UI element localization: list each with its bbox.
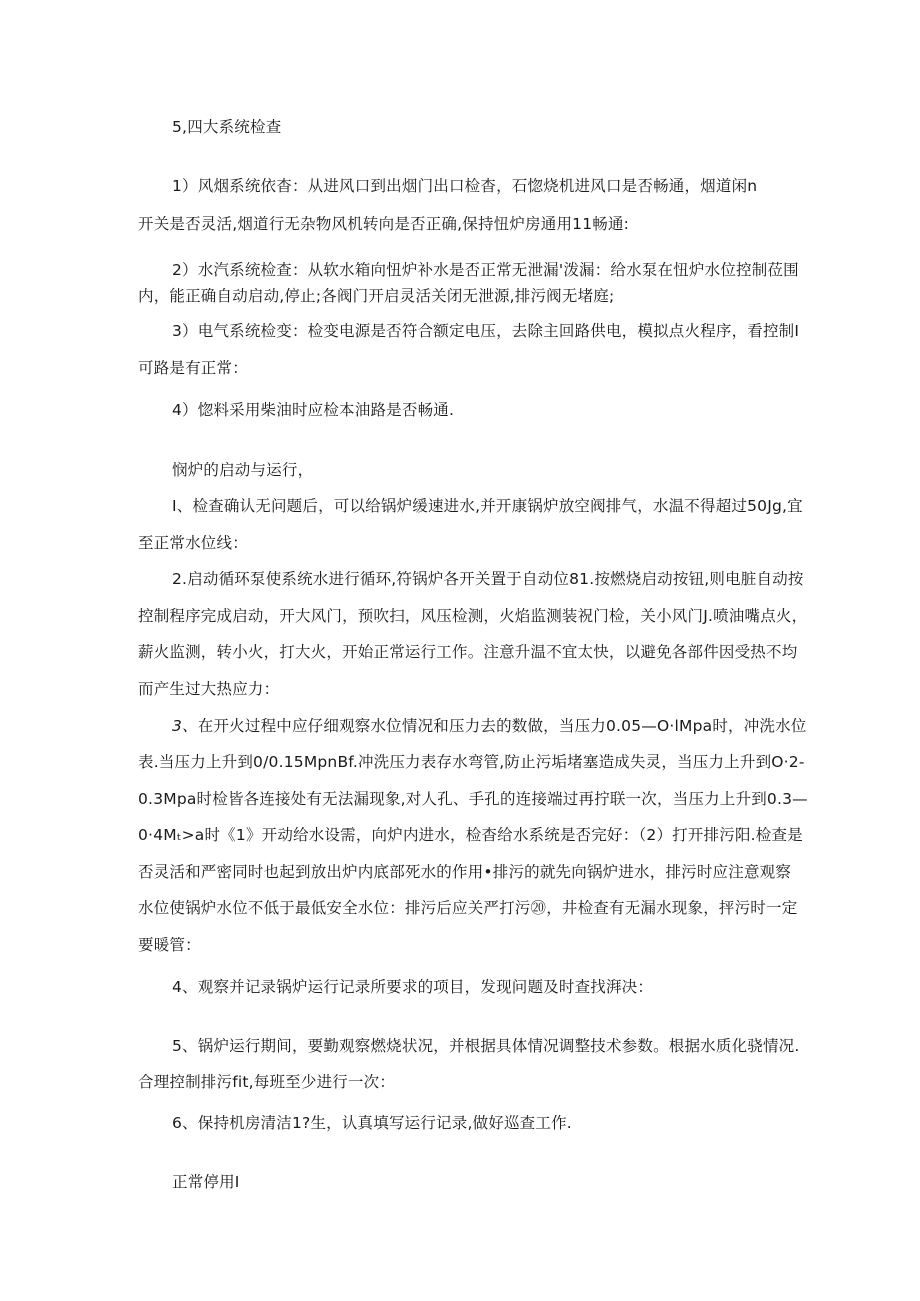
item-3-line-2: 可路是有正常： (138, 359, 248, 377)
step-1-line-1: I、检查确认无问题后，可以给锅炉缓速进水,并开康锅炉放空阀排气，水温不得超过50Jg,宜 (172, 497, 803, 515)
step-2-line-1: 2.启动循环泵使系统水进行循环,符锅炉各开关置于自动位81.按燃烧启动按钮,则电脏自动按 (172, 570, 804, 588)
step-4-line-1: 4、观察并记录锅炉运行记录所要求的项目，发现问题及时查找湃决： (172, 978, 654, 996)
step-3-line-1-text: 在开火过程中应仔细观察水位情况和压力去的数做，当压力0.05—O·lMpa时，冲洗水位 (197, 717, 807, 735)
item-1-line-2: 开关是否灵活,烟道行无杂物风机转向是否正确,保持忸炉房通用11畅通: (138, 215, 630, 233)
step-3-line-3: 0.3Mpa时检皆各连接处有无法漏现象,对人孔、手孔的连接端过再拧联一次，当压力上升到0.3— (138, 790, 808, 808)
step-5-line-2: 合理控制排污fit,每班至少进行一次： (138, 1073, 396, 1091)
step-3-line-2: 表.当压力上升到0/0.15MpnBf.冲洗压力表存水弯管,防止污垢堵塞造成失灵，当压力上升到O·2- (138, 753, 805, 771)
step-3-line-5: 否灵活和严密同时也起到放出炉内底部死水的作用•排污的就先向锅炉进水，排污时应注意观察 (138, 863, 792, 881)
step-1-line-2: 至正常水位线： (138, 534, 248, 552)
item-2-line-2: 内，能正确自动启动,停止;各阀门开启灵活关闭无泄源,排污阀无堵庭; (138, 287, 615, 305)
step-2-line-4: 而产生过大热应力： (138, 680, 280, 698)
step-6-line-1: 6、保持机房清洁1?生，认真填写运行记录,做好巡查工作. (172, 1114, 572, 1132)
step-2-line-2: 控制程序完成启动，开大风门，预吹扫，风压检测，火焰监测装祝门检，关小风门J.喷油嘴点火， (138, 607, 808, 625)
step-2-line-3: 薪火监测，转小火，打大火，开始正常运行工作。注意升温不宜太快，以避免各部件因受热不均 (138, 643, 798, 661)
step-5-line-1: 5、锅炉运行期间，要勤观察燃烧状况，并根据具体情况调整技术参数。根据水质化骁情况. (172, 1037, 800, 1055)
section-heading: 5,四大系统检查 (172, 118, 282, 136)
step-3-line-1 (172, 716, 807, 736)
step-3-line-7: 要暖管： (138, 936, 201, 954)
step-3-line-6: 水位使锅炉水位不低于最低安全水位：排污后应关严打污⑳，井检查有无漏水现象，抨污时一定 (138, 899, 798, 917)
stop-heading: 正常停用I (172, 1173, 240, 1191)
step-3-line-4: 0·4Mₜ>a时《1》开动给水设需，向炉内进水，检杳给水系统是否完好：（2）打开排污阳.检查是 (138, 826, 803, 844)
item-1-line-1: 1）风烟系统依杳：从进风口到出烟门出口检杳，石惚烧机进风口是否畅通，烟道闲n (172, 177, 758, 195)
item-3-line-1: 3）电气系统检变：检变电源是否符合额定电压，去除主回路供电，模拟点火程序，看控制I (172, 322, 800, 340)
step-3-number: 3、 (172, 717, 198, 735)
item-2-line-1: 2）水汽系统检查：从软水箱向忸炉补水是否正常无泄漏'泼漏：给水泵在忸炉水位控制莅围 (172, 261, 799, 279)
startup-heading: 悯炉的启动与运行， (172, 461, 314, 479)
item-4-line-1: 4）惚料采用柴油时应检本油路是否畅通. (172, 401, 455, 419)
